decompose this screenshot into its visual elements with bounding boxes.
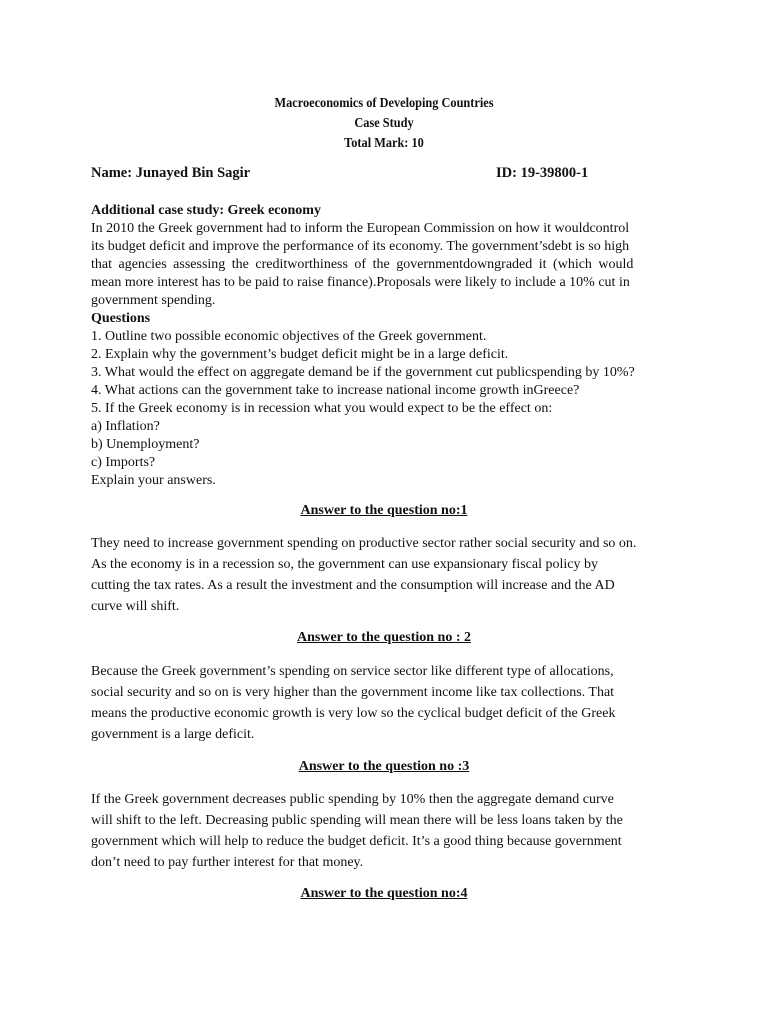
answer-line: They need to increase government spending on productive sector rather social security and so on. (91, 536, 637, 551)
questions-heading: Questions (91, 311, 151, 326)
question-item: 4. What actions can the government take to increase national income growth inGreece? (91, 383, 580, 398)
case-paragraph-line: mean more interest has to be paid to raise finance).Proposals were likely to include a 10% cut in (91, 275, 630, 290)
question-item: 1. Outline two possible economic objectives of the Greek government. (91, 329, 487, 344)
answer-line: cutting the tax rates. As a result the investment and the consumption will increase and the AD (91, 578, 615, 593)
case-paragraph-line: government spending. (91, 293, 216, 308)
document-title-block (0, 94, 768, 154)
case-paragraph-line: its budget deficit and improve the performance of its economy. The government’sdebt is so high (91, 239, 630, 254)
answer-text-1 (91, 533, 681, 617)
answer-line: If the Greek government decreases public spending by 10% then the aggregate demand curve (91, 792, 614, 807)
course-title: Macroeconomics of Developing Countries (274, 96, 494, 111)
question-subitem: b) Unemployment? (91, 437, 200, 452)
answer-text-3 (91, 789, 681, 873)
answer-line: curve will shift. (91, 599, 180, 614)
answer-heading-1: Answer to the question no:1 (300, 503, 468, 518)
case-study-section (91, 202, 677, 490)
case-study-heading: Additional case study: Greek economy (91, 203, 321, 218)
question-instruction: Explain your answers. (91, 473, 216, 488)
total-mark: Total Mark: 10 (344, 136, 424, 151)
student-name: Name: Junayed Bin Sagir (91, 165, 251, 181)
answer-heading-2: Answer to the question no : 2 (297, 630, 471, 645)
question-item: 3. What would the effect on aggregate demand be if the government cut publicspending by 10%? (91, 365, 635, 380)
answer-heading-3: Answer to the question no :3 (298, 759, 470, 774)
question-subitem: a) Inflation? (91, 419, 160, 434)
answer-line: government is a large deficit. (91, 727, 255, 742)
answer-line: Because the Greek government’s spending on service sector like different type of allocations, (91, 664, 614, 679)
answer-line: social security and so on is very higher than the government income like tax collections. That (91, 685, 615, 700)
question-subitem: c) Imports? (91, 455, 156, 470)
answer-line: don’t need to pay further interest for that money. (91, 855, 364, 870)
question-item: 5. If the Greek economy is in recession what you would expect to be the effect on: (91, 401, 553, 416)
answer-line: means the productive economic growth is very low so the cyclical budget deficit of the Greek (91, 706, 616, 721)
answer-line: As the economy is in a recession so, the government can use expansionary fiscal policy by (91, 557, 598, 572)
document-type: Case Study (354, 116, 414, 131)
answer-line: government which will help to reduce the budget deficit. It’s a good thing because government (91, 834, 622, 849)
answer-line: will shift to the left. Decreasing public spending will mean there will be less loans taken by the (91, 813, 623, 828)
case-paragraph-line: that agencies assessing the creditworthiness of the governmentdowngraded it (which would (91, 257, 634, 272)
case-paragraph-line: In 2010 the Greek government had to inform the European Commission on how it wouldcontrol (91, 221, 630, 236)
answer-heading-4: Answer to the question no:4 (300, 886, 468, 901)
question-item: 2. Explain why the government’s budget deficit might be in a large deficit. (91, 347, 509, 362)
student-id: ID: 19-39800-1 (496, 165, 589, 181)
answer-text-2 (91, 661, 681, 745)
